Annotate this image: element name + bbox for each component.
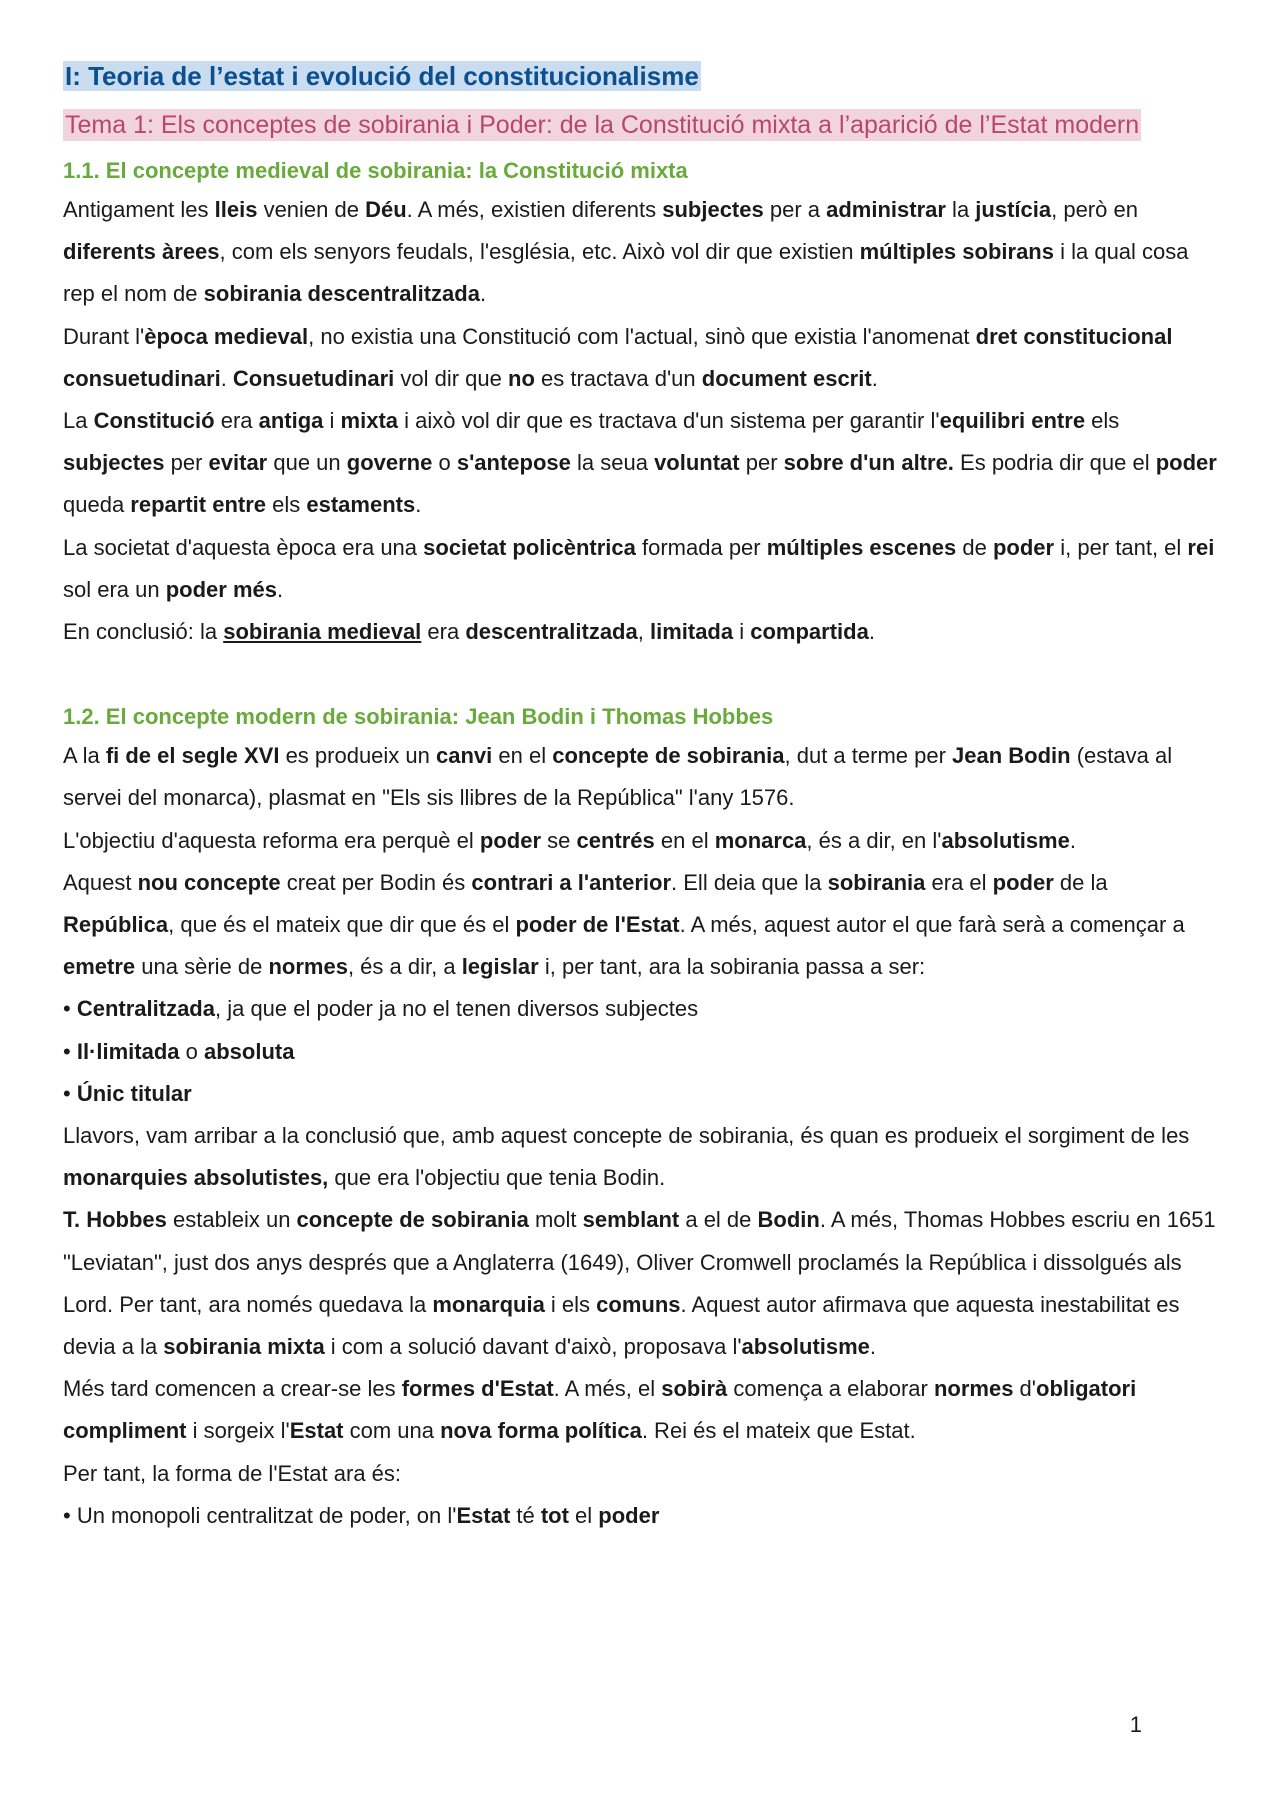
paragraph: Aquest nou concepte creat per Bodin és contrari a l'anterior. Ell deia que la sobirania era el poder de la República, que és el mateix que dir que és el poder de l'Estat. A més, aquest autor el que farà serà a començar a emetre una sèrie de normes, és a dir, a legislar i, per tant, ara la sobirania passa a ser: <box>63 869 1185 980</box>
section-body-1-2 <box>63 735 1223 1537</box>
section-heading-1-1: 1.1. El concepte medieval de sobirania: la Constitució mixta <box>63 158 688 183</box>
paragraph: • Únic titular <box>63 1080 192 1106</box>
document-page <box>63 56 1223 1537</box>
topic-title: Tema 1: Els conceptes de sobirania i Poder: de la Constitució mixta a l’aparició de l’Estat modern <box>65 111 1140 139</box>
paragraph: Més tard comencen a crear-se les formes d'Estat. A més, el sobirà comença a elaborar normes d'obligatori compliment i sorgeix l'Estat com una nova forma política. Rei és el mateix que Estat. <box>63 1376 1137 1444</box>
paragraph: A la fi de el segle XVI es produeix un canvi en el concepte de sobirania, dut a terme per Jean Bodin (estava al servei del monarca), plasmat en "Els sis llibres de la República" l'any 1576. <box>63 743 1173 811</box>
paragraph: L'objectiu d'aquesta reforma era perquè el poder se centrés en el monarca, és a dir, en l'absolutisme. <box>63 827 1076 853</box>
page-number: 1 <box>1129 1712 1142 1737</box>
section-heading-1-2: 1.2. El concepte modern de sobirania: Jean Bodin i Thomas Hobbes <box>63 704 774 730</box>
paragraph: La Constitució era antiga i mixta i això vol dir que es tractava d'un sistema per garantir l'equilibri entre els subjectes per evitar que un governe o s'antepose la seua voluntat per sobre d'un altre. Es podria dir que el poder queda repartit entre els estaments. <box>63 408 1217 518</box>
paragraph: Durant l'època medieval, no existia una Constitució com l'actual, sinò que existia l'anomenat dret constitucional consuetudinari. Consuetudinari vol dir que no es tractava d'un document escrit. <box>63 323 1173 391</box>
paragraph: La societat d'aquesta època era una societat policèntrica formada per múltiples escenes de poder i, per tant, el rei sol era un poder més. <box>63 534 1215 602</box>
paragraph: • Centralitzada, ja que el poder ja no el tenen diversos subjectes <box>63 996 699 1022</box>
paragraph: En conclusió: la sobirania medieval era descentralitzada, limitada i compartida. <box>63 619 875 645</box>
paragraph: Antigament les lleis venien de Déu. A més, existien diferents subjectes per a administrar la justícia, però en diferents àrees, com els senyors feudals, l'església, etc. Això vol dir que existien múltiples sobirans i la qual cosa rep el nom de sobirania descentralitzada. <box>63 197 1189 307</box>
paragraph: • Il·limitada o absoluta <box>63 1038 295 1064</box>
paragraph: • Un monopoli centralitzat de poder, on l'Estat té tot el poder <box>63 1502 660 1528</box>
paragraph: Per tant, la forma de l'Estat ara és: <box>63 1460 402 1486</box>
section-spacer <box>63 653 1223 695</box>
section-body-1-1 <box>63 189 1223 653</box>
paragraph: T. Hobbes estableix un concepte de sobirania molt semblant a el de Bodin. A més, Thomas Hobbes escriu en 1651 "Leviatan", just dos anys després que a Anglaterra (1649), Oliver Cromwell proclamés la República i dissolgués als Lord. Per tant, ara només quedava la monarquia i els comuns. Aquest autor afirmava que aquesta inestabilitat es devia a la sobirania mixta i com a solució davant d'això, proposava l'absolutisme. <box>63 1207 1216 1360</box>
paragraph: Llavors, vam arribar a la conclusió que, amb aquest concepte de sobirania, és quan es produeix el sorgiment de les monarquies absolutistes, que era l'objectiu que tenia Bodin. <box>63 1123 1190 1191</box>
part-title: I: Teoria de l’estat i evolució del constitucionalisme <box>65 61 699 91</box>
